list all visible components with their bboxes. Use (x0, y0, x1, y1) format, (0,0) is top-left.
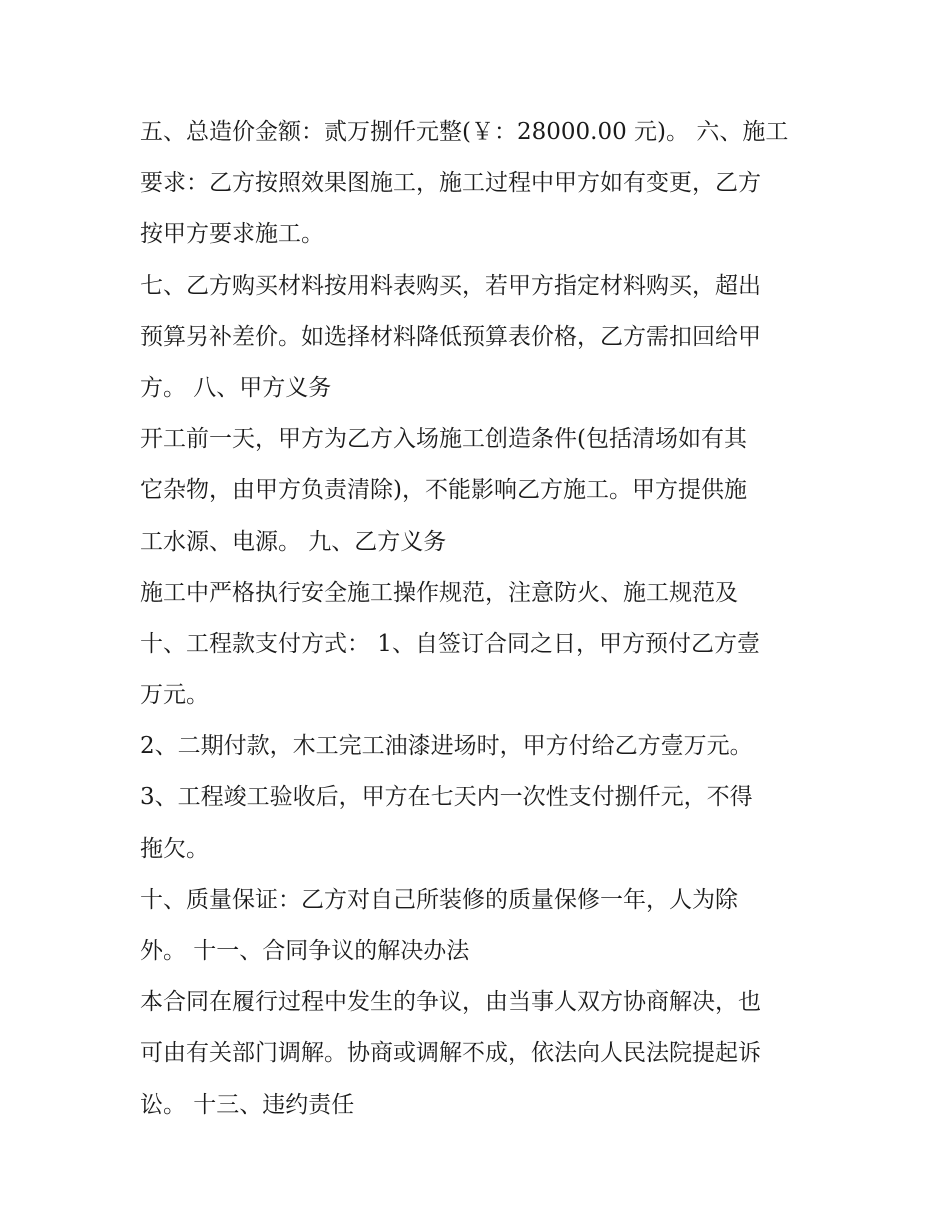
text-line: 方。 八、甲方义务 (140, 374, 332, 401)
text-line: 开工前一天，甲方为乙方入场施工创造条件(包括清场如有其 (140, 426, 747, 453)
text-line: 按甲方要求施工。 (140, 221, 324, 248)
text-line: 本合同在履行过程中发生的争议，由当事人双方协商解决，也 (140, 989, 761, 1016)
text-line: 3、工程竣工验收后，甲方在七天内一次性支付捌仟元，不得 (140, 784, 753, 811)
text-line: 施工中严格执行安全施工操作规范，注意防火、施工规范及 (140, 579, 738, 606)
text-line: 外。 十一、合同争议的解决办法 (140, 938, 470, 964)
text-line: 预算另补差价。如选择材料降低预算表价格，乙方需扣回给甲 (140, 323, 761, 350)
text-line: 2、二期付款，木工完工油漆进场时，甲方付给乙方壹万元。 (140, 733, 753, 760)
text-line: 十、质量保证：乙方对自己所装修的质量保修一年，人为除 (140, 886, 738, 913)
text-line: 十、工程款支付方式： 1、自签订合同之日，甲方预付乙方壹 (140, 630, 760, 657)
text-line: 工水源、电源。 九、乙方义务 (140, 528, 447, 555)
text-line: 五、总造价金额：贰万捌仟元整(￥：28000.00 元)。 六、施工 (140, 119, 789, 145)
text-line: 拖欠。 (140, 835, 209, 862)
text-line: 万元。 (140, 682, 209, 709)
text-line: 可由有关部门调解。协商或调解不成，依法向人民法院提起诉 (140, 1040, 761, 1067)
contract-text (140, 107, 820, 1131)
text-line: 要求：乙方按照效果图施工，施工过程中甲方如有变更，乙方 (140, 170, 761, 197)
text-line: 七、乙方购买材料按用料表购买，若甲方指定材料购买，超出 (140, 272, 761, 299)
text-line: 它杂物，由甲方负责清除)，不能影响乙方施工。甲方提供施 (140, 477, 747, 504)
text-line: 讼。 十三、违约责任 (140, 1091, 355, 1118)
